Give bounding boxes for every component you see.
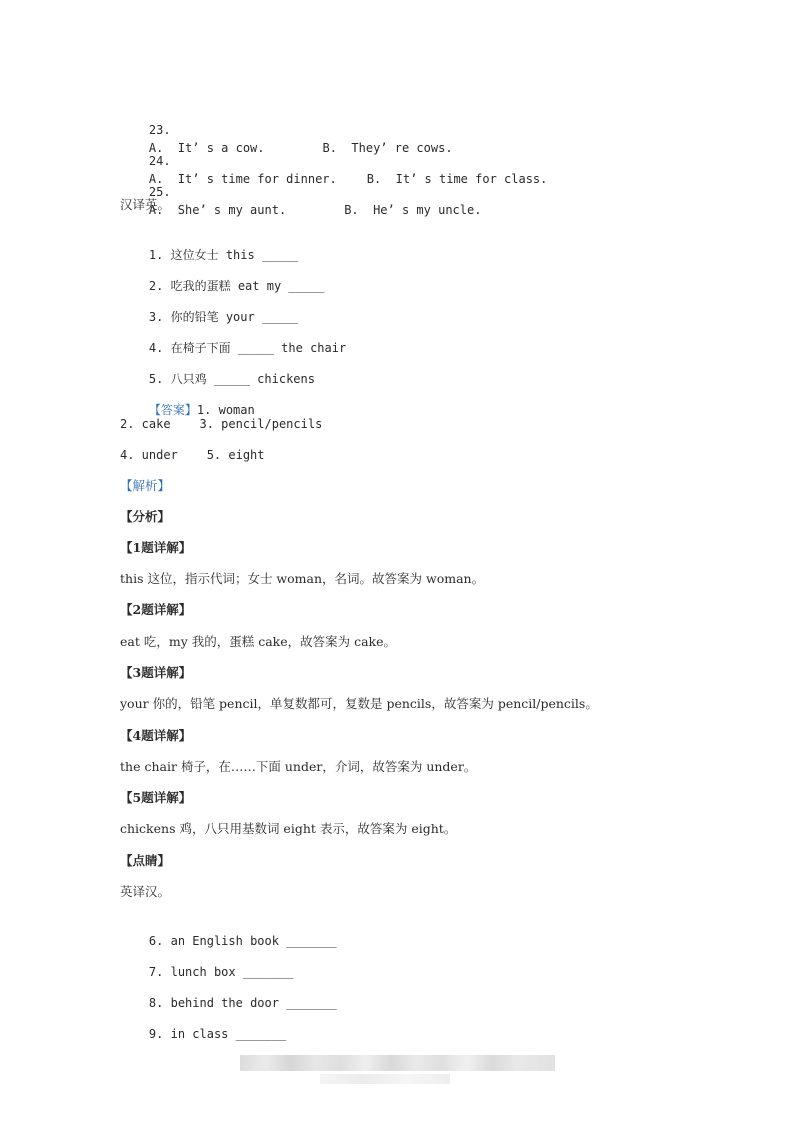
c2e-item-4: 4. 在椅子下面 _____ the chair — [148, 341, 347, 355]
question-number: 23. — [148, 123, 171, 137]
question-25 — [120, 165, 481, 237]
option-b: B. He’ s my uncle. — [344, 203, 482, 217]
detail-text-2: eat 吃，my 我的，蛋糕 cake，故答案为 cake。 — [120, 634, 397, 649]
blurred-footer-watermark-secondary — [320, 1074, 450, 1084]
section-heading-c2e: 汉译英。 — [120, 197, 171, 212]
detail-title-4: 【4题详解】 — [120, 728, 192, 743]
answer-line-2: 2. cake 3. pencil/pencils — [120, 417, 323, 431]
option-b: B. It’ s time for class. — [366, 172, 548, 186]
analysis-label: 【解析】 — [120, 478, 171, 493]
detail-text-4: the chair 椅子，在……下面 under，介词，故答案为 under。 — [120, 759, 477, 774]
detail-text-3: your 你的，铅笔 pencil，单复数都可，复数是 pencils，故答案为 pencil/pencils。 — [120, 696, 598, 711]
detail-title-5: 【5题详解】 — [120, 790, 192, 805]
e2c-item-9: 9. in class _______ — [148, 1027, 287, 1041]
answer-line-1: 【答案】1. woman — [148, 403, 255, 417]
e2c-item-7: 7. lunch box _______ — [148, 965, 294, 979]
detail-title-1: 【1题详解】 — [120, 540, 192, 555]
question-number: 25. — [148, 185, 171, 199]
option-a: A. It’ s a cow. — [148, 141, 265, 155]
fenxi-label: 【分析】 — [120, 509, 171, 524]
option-a: A. She’ s my aunt. — [148, 203, 287, 217]
option-a: A. It’ s time for dinner. — [148, 172, 337, 186]
option-b: B. They’ re cows. — [322, 141, 453, 155]
section-heading-e2c: 英译汉。 — [120, 884, 171, 899]
answer-line-3: 4. under 5. eight — [120, 448, 265, 462]
c2e-item-2: 2. 吃我的蛋糕 eat my _____ — [148, 279, 325, 293]
e2c-item-6: 6. an English book _______ — [148, 934, 337, 948]
dianjing-label: 【点睛】 — [120, 853, 171, 868]
c2e-item-5: 5. 八只鸡 _____ chickens — [148, 372, 315, 386]
blurred-footer-watermark — [240, 1055, 555, 1071]
c2e-item-3: 3. 你的铅笔 your _____ — [148, 310, 299, 324]
detail-text-5: chickens 鸡，八只用基数词 eight 表示，故答案为 eight。 — [120, 821, 457, 836]
c2e-item-1: 1. 这位女士 this _____ — [148, 248, 299, 262]
e2c-item-8: 8. behind the door _______ — [148, 996, 337, 1010]
detail-title-3: 【3题详解】 — [120, 665, 192, 680]
detail-text-1: this 这位，指示代词；女士 woman，名词。故答案为 woman。 — [120, 571, 485, 586]
detail-title-2: 【2题详解】 — [120, 602, 192, 617]
answer-label: 【答案】 — [148, 403, 197, 417]
question-number: 24. — [148, 154, 171, 168]
